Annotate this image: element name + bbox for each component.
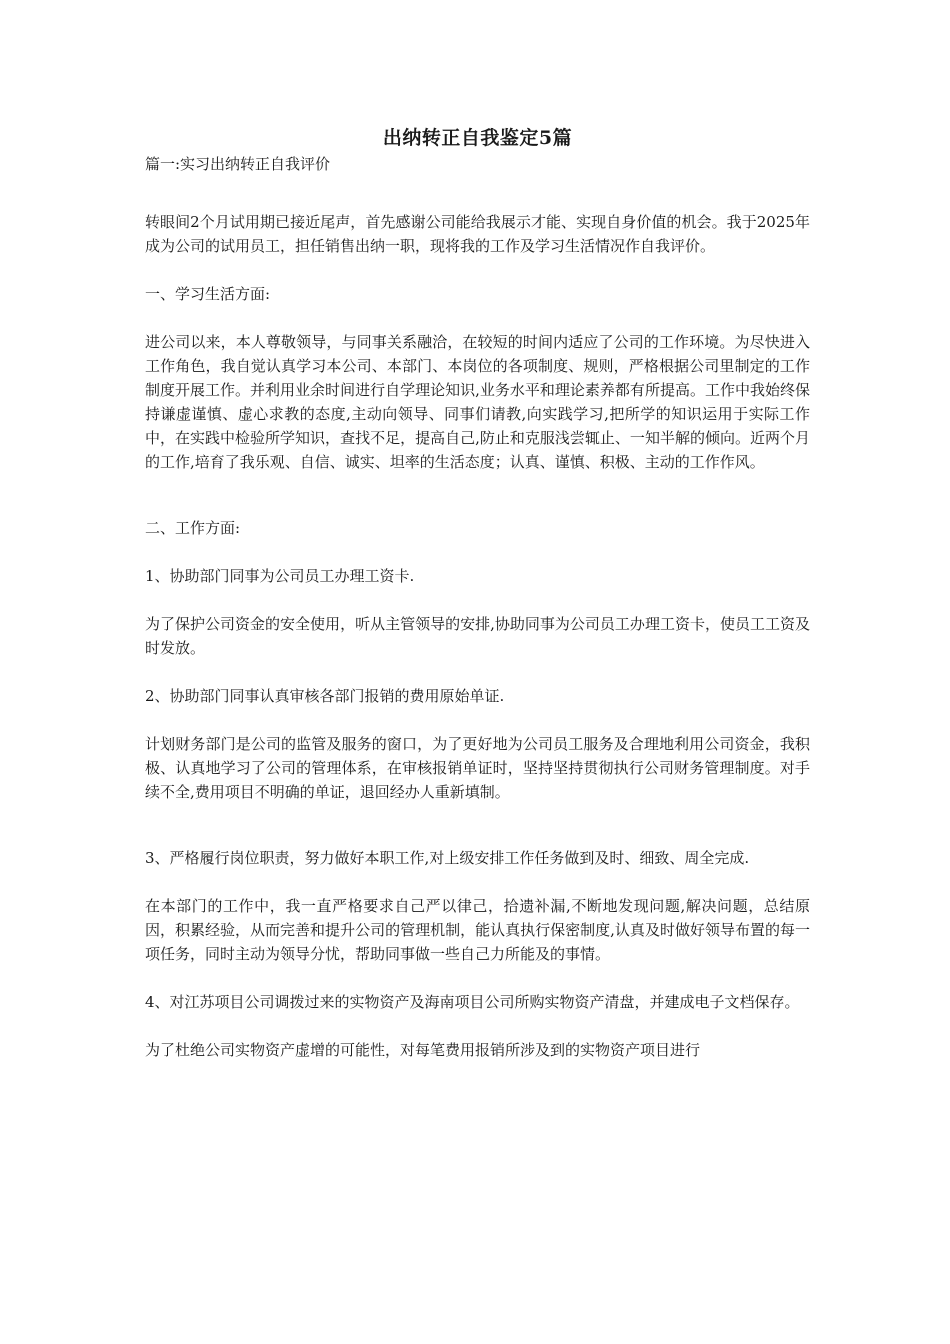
section2-heading: 二、工作方面:	[145, 519, 241, 537]
document-title: 出纳转正自我鉴定5篇	[382, 127, 573, 149]
section1-heading: 一、学习生活方面:	[145, 285, 271, 303]
item1-heading: 1、协助部门同事为公司员工办理工资卡.	[145, 567, 415, 585]
item4-paragraph: 为了杜绝公司实物资产虚增的可能性，对每笔费用报销所涉及到的实物资产项目进行	[145, 1041, 701, 1059]
chapter-subtitle: 篇一:实习出纳转正自我评价	[145, 155, 331, 173]
item2-paragraph: 计划财务部门是公司的监管及服务的窗口，为了更好地为公司员工服务及合理地利用公司资金，我积极、认真地学习了公司的管理体系，在审核报销单证时，坚持坚持贯彻执行公司财务管理制度。对手续不全,费用项目不明确的单证，退回经办人重新填制。	[145, 735, 810, 801]
item2-heading: 2、协助部门同事认真审核各部门报销的费用原始单证.	[145, 687, 505, 705]
document-page	[145, 124, 810, 1062]
item4-heading: 4、对江苏项目公司调拨过来的实物资产及海南项目公司所购实物资产清盘，并建成电子文档保存。	[145, 993, 800, 1011]
item3-heading: 3、严格履行岗位职责，努力做好本职工作,对上级安排工作任务做到及时、细致、周全完成.	[145, 849, 750, 867]
item3-paragraph: 在本部门的工作中，我一直严格要求自己严以律己，拾遗补漏,不断地发现问题,解决问题，总结原因，积累经验，从而完善和提升公司的管理机制，能认真执行保密制度,认真及时做好领导布置的每一项任务，同时主动为领导分忧，帮助同事做一些自己力所能及的事情。	[145, 897, 810, 963]
section1-paragraph: 进公司以来，本人尊敬领导，与同事关系融洽，在较短的时间内适应了公司的工作环境。为尽快进入工作角色，我自觉认真学习本公司、本部门、本岗位的各项制度、规则，严格根据公司里制定的工作制度开展工作。并利用业余时间进行自学理论知识,业务水平和理论素养都有所提高。工作中我始终保持谦虚谨慎、虚心求教的态度,主动向领导、同事们请教,向实践学习,把所学的知识运用于实际工作中，在实践中检验所学知识，查找不足，提高自己,防止和克服浅尝辄止、一知半解的倾向。近两个月的工作,培育了我乐观、自信、诚实、坦率的生活态度；认真、谨慎、积极、主动的工作作风。	[145, 333, 810, 471]
intro-paragraph: 转眼间2个月试用期已接近尾声，首先感谢公司能给我展示才能、实现自身价值的机会。我于2025年成为公司的试用员工，担任销售出纳一职，现将我的工作及学习生活情况作自我评价。	[145, 213, 810, 255]
item1-paragraph: 为了保护公司资金的安全使用，听从主管领导的安排,协助同事为公司员工办理工资卡，使员工工资及时发放。	[145, 615, 810, 657]
